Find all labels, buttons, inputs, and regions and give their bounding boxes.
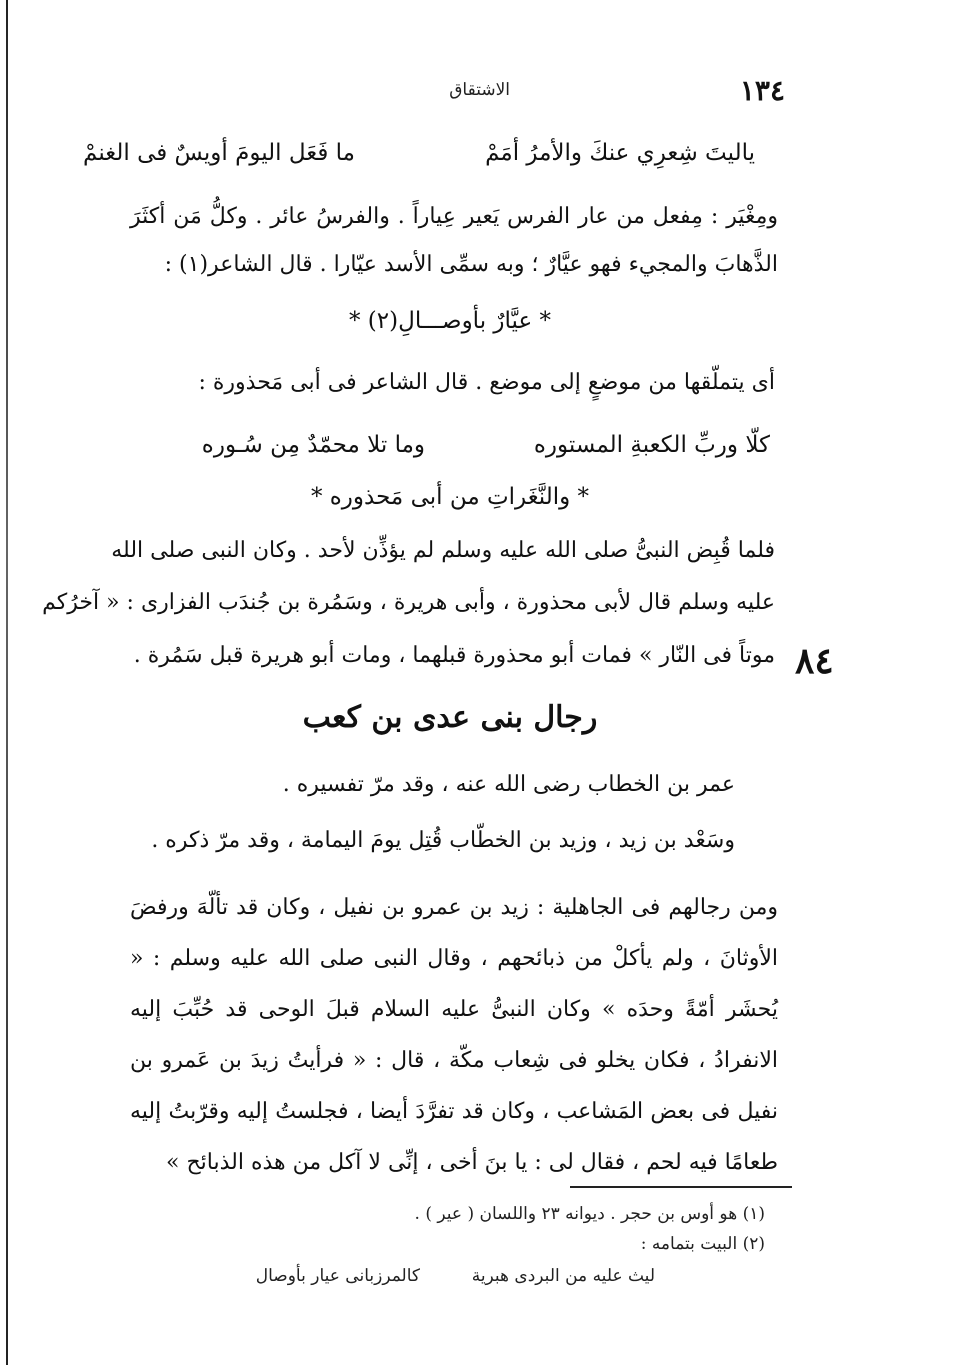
section-item-saad: وسَعْد بن زيد ، وزيد بن الخطّاب قُتِل يومَ اليمامة ، وقد مرّ ذكره . (151, 828, 735, 853)
poem1-first-hemistich: ياليتَ شِعرِي عنكَ والأمرُ أمَمْ (485, 140, 755, 166)
section-heading: رجال بنى عدى بن كعب (302, 700, 598, 735)
running-title: الاشتقاق (449, 80, 510, 100)
paragraph-miy-yar: ومِغْيَر : مِفعل من عار الفرس يَعير عِياراً . والفرسُ عائر . وكلُّ مَن أكثَرَ الذَّهابَ والمجيء فهو عيَّارٌ ؛ وبه سمِّى الأسد عيّارا . قال الشاعر(١) : (130, 204, 778, 277)
footnote-2-hemistich-1: ليث عليه من البردى هبرية (471, 1266, 655, 1286)
paragraph-line: عليه وسلم قال لأبى محذورة ، وأبى هريرة ، وسَمُرة بن جُندَب الفزارى : « آخرُكم (42, 590, 775, 615)
paragraph-line: فلما قُبِض النبىُّ صلى الله عليه وسلم لم يؤذِّن لأحد . وكان النبى صلى الله (111, 538, 775, 563)
margin-number: ٨٤ (795, 640, 834, 682)
page-number: ١٣٤ (739, 74, 785, 107)
paragraph-line: موتاً فى النّار » فمات أبو محذورة قبلهما ، ومات أبو هريرة قبل سَمُرة . (133, 643, 775, 668)
paragraph-abu-mahdhura: أى يتملّقها من موضعٍ إلى موضع . قال الشاعر فى أبى مَحذورة : (198, 370, 775, 395)
poem1-second-hemistich: ما فَعَل اليومَ أويسٌ فى الغنمْ (83, 140, 355, 166)
poem2-second-hemistich: وما تلا محمّدٌ مِن سُـوره (201, 432, 425, 458)
paragraph-zayd-bin-amr: ومن رجالهم فى الجاهلية : زيد بن عمرو بن نفيل ، وكان قد تألّهَ ورفضَ الأوثانَ ، ولم يأكلْ من ذبائحهم ، وقال النبى صلى الله عليه وسلم : « يُحشَر أمّةً وحدَه » وكان النبىُّ عليه السلام قبلَ الوحى قد حُبِّبَ إليه الانفرادُ ، فكان يخلو فى شِعاب مكّة ، قال : « فرأيتُ زيدَ بن عَمرو بن نفيل فى بعض المَشاعب ، وكان قد تفرَّدَ أيضا ، فجلستُ إليه وقرّبتُ إليه طعامًا فيه لحم ، فقال لى : يا بنَ أخى ، إنِّى لا آكل من هذه الذبائح » (130, 895, 778, 1175)
poem2-third-line: * والنَّغَراتِ من أبى مَحذوره * (310, 484, 590, 510)
footnote-2: (٢) البيت بتمامه : (640, 1234, 765, 1254)
footnote-1: (١) هو أوس بن حجر . ديوانه ٢٣ واللسان ( عير ) . (414, 1204, 765, 1224)
verse-fragment: * عيَّارٌ بأوصـــالِ(٢) * (348, 308, 551, 334)
poem2-first-hemistich: كلّا وربِّ الكعبةِ المستوره (533, 432, 770, 458)
footnote-rule (570, 1186, 792, 1188)
footnote-2-hemistich-2: كالمرزبانى عيار بأوصال (255, 1266, 420, 1286)
section-item-umar: عمر بن الخطاب رضى الله عنه ، وقد مرّ تفسيره . (282, 772, 735, 797)
page-header (135, 74, 785, 112)
page-edge-shadow (6, 0, 8, 1365)
